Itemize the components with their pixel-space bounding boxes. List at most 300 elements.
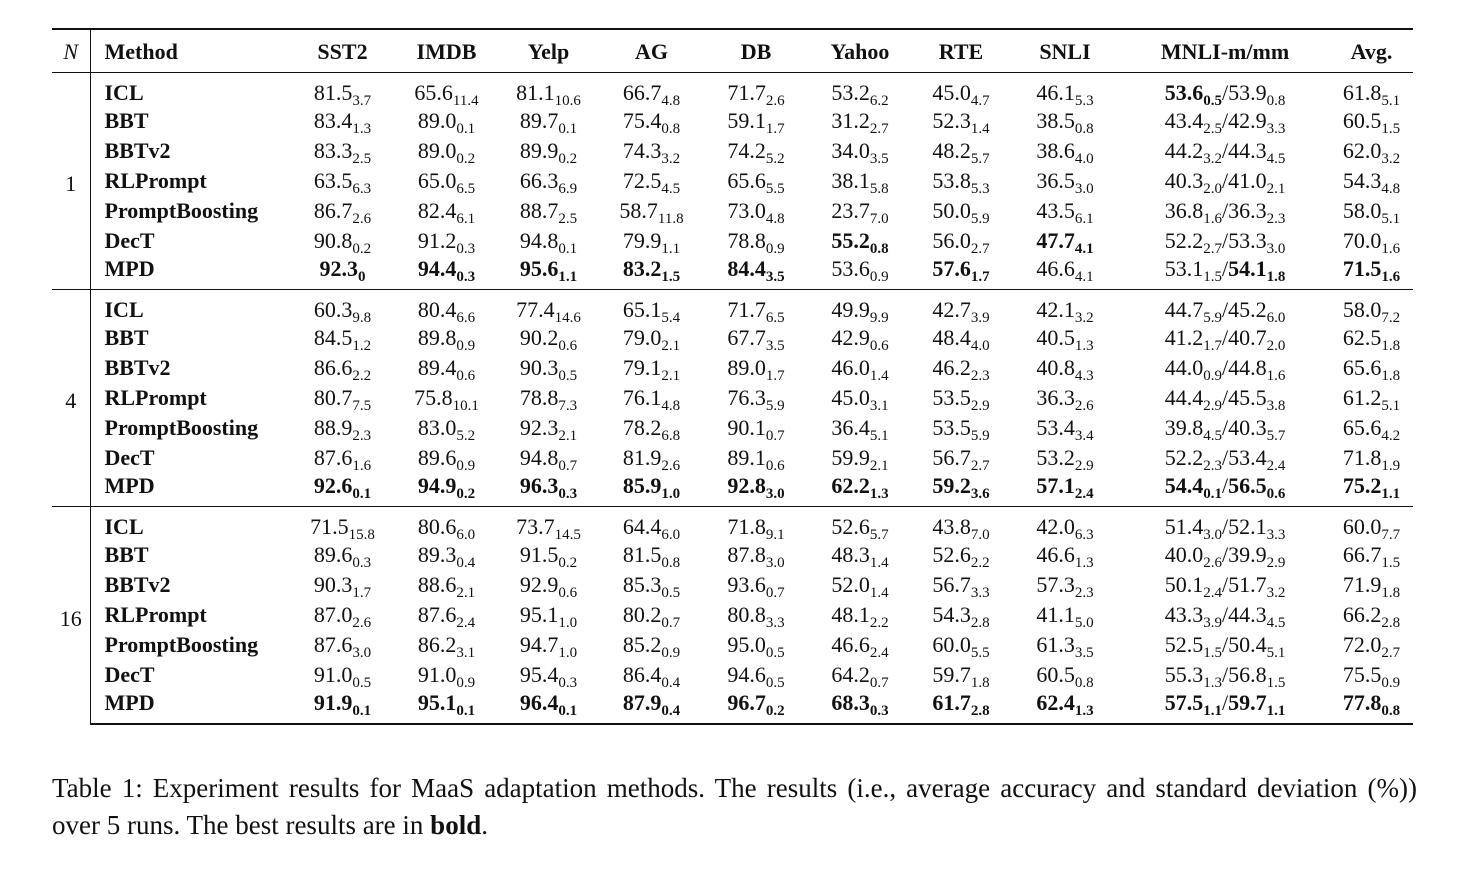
mean-value: 39.8 [1164,414,1204,440]
value-cell [1010,506,1120,543]
value-cell [1330,660,1413,690]
score-with-std [417,107,476,137]
score-with-std-mm [1228,384,1286,414]
std-value: 3.5 [869,150,889,167]
value-cell: $44.7_{5.9}/45.2_{6.0}$ [1120,289,1330,323]
mean-value: 40.3 [1164,167,1204,193]
value-cell [498,383,599,413]
value-cell: $40.3_{2.0}/41.0_{2.1}$ [1164,167,1286,197]
std-value: 1.8 [1381,337,1401,354]
std-value: 14.5 [554,526,581,543]
std-value: 5.9 [970,210,990,227]
score-with-std [519,107,578,137]
value-cell [912,570,1010,600]
score-with-std [622,255,681,285]
value-cell [498,196,599,226]
score-with-std [727,689,785,719]
mean-value: 54.3 [1342,167,1382,193]
std-value: 0.3 [558,485,578,502]
std-value: 7.7 [1381,526,1401,543]
std-value: 0.7 [558,457,578,474]
value-cell [1330,600,1413,630]
std-value: 5.0 [1074,614,1094,631]
score-with-std [1036,631,1094,661]
mean-value: 92.3 [519,414,559,440]
std-value: 0.4 [661,702,681,719]
value-cell [599,506,704,543]
score-with-std [313,414,372,444]
score-with-std [1164,107,1222,137]
value-cell [290,473,395,507]
value-cell [808,323,912,353]
std-value: 6.9 [558,180,578,197]
score-with-std [417,631,476,661]
mean-value: 68.3 [831,689,870,715]
value-cell [1330,136,1413,166]
mean-value: 36.4 [831,414,870,440]
value-cell [395,690,498,724]
std-value: 2.8 [1381,614,1401,631]
std-value: 0.9 [765,240,785,257]
std-value: 3.7 [352,92,372,109]
mean-value: 36.3 [1228,197,1267,223]
method-name-cell: BBTv2 [104,354,171,380]
score-with-std [417,414,476,444]
std-value: 1.5 [1266,674,1286,691]
score-with-std [622,601,681,631]
std-value: 0.3 [456,240,476,257]
value-cell [599,136,704,166]
value-cell [1330,506,1413,543]
score-with-std [519,414,578,444]
value-cell [395,473,498,507]
score-with-std [313,444,372,474]
std-value: 2.1 [1266,180,1286,197]
score-with-std [1342,513,1401,543]
std-value: 2.2 [970,554,990,571]
std-value: 3.1 [869,397,889,414]
mean-value: 89.8 [417,324,457,350]
mean-value: 53.1 [1164,255,1204,281]
method-name-cell: DecT [104,227,155,253]
score-with-std [1164,414,1222,444]
value-cell [912,473,1010,507]
value-cell [498,660,599,690]
value-cell [395,323,498,353]
value-cell [290,323,395,353]
score-with-std [1036,571,1094,601]
value-cell [1330,473,1413,507]
table-row [52,660,1413,690]
value-cell [1010,196,1120,226]
std-value: 7.0 [869,210,889,227]
std-value: 1.1 [661,240,681,257]
score-with-std [519,137,578,167]
mean-value: 46.6 [1036,255,1075,281]
value-cell [1330,383,1413,413]
value-cell [808,660,912,690]
score-with-std [831,255,889,285]
std-value: 9.8 [352,309,372,326]
std-value: 3.5 [765,268,785,285]
table-row [52,600,1413,630]
mean-value: 34.0 [831,137,870,163]
mean-value: 71.7 [727,79,766,105]
mean-value: 71.8 [727,513,766,539]
score-with-std [1036,137,1094,167]
score-with-std [727,444,785,474]
table-row [52,540,1413,570]
value-cell [498,136,599,166]
score-with-std [313,601,372,631]
score-with-std [519,227,578,257]
std-value: 2.1 [661,337,681,354]
value-cell [395,353,498,383]
score-with-std [831,689,889,719]
std-value: 1.6 [1203,210,1222,227]
score-with-std [1164,227,1222,257]
value-cell [290,353,395,383]
std-value: 0.8 [1074,674,1094,691]
std-value: 6.1 [456,210,476,227]
score-with-std [414,384,479,414]
mean-value: 86.6 [313,354,353,380]
score-with-std [1036,79,1094,109]
score-with-std [831,414,889,444]
value-cell [1330,413,1413,443]
value-cell [395,506,498,543]
score-with-std [1164,631,1222,661]
mean-value: 53.9 [1228,79,1267,105]
score-with-std [831,296,889,326]
mean-value: 46.0 [831,354,870,380]
std-value: 10.1 [452,397,479,414]
score-with-std [831,197,889,227]
score-with-std-mm [1228,661,1286,691]
score-with-std [1342,571,1401,601]
value-cell [1330,353,1413,383]
mean-value: 76.1 [622,384,662,410]
score-with-std [622,167,681,197]
score-with-std [417,167,476,197]
mean-value: 64.4 [622,513,662,539]
mean-value: 44.3 [1228,601,1267,627]
score-with-std [1342,107,1401,137]
score-with-std [1036,354,1094,384]
mean-value: 56.7 [932,444,971,470]
value-cell: $41.2_{1.7}/40.7_{2.0}$ [1164,324,1286,354]
std-value: 0.3 [558,674,578,691]
mean-value: 66.7 [1342,541,1382,567]
value-cell [290,506,395,543]
value-cell [912,353,1010,383]
value-cell [498,630,599,660]
table-row [52,353,1413,383]
score-with-std [622,472,681,502]
std-value: 1.4 [869,367,889,384]
value-cell [1010,413,1120,443]
value-cell [599,413,704,443]
mean-value: 57.3 [1036,571,1075,597]
value-cell [704,289,808,326]
value-cell [912,690,1010,724]
mean-value: 94.8 [519,444,559,470]
score-with-std [417,571,476,601]
std-value: 0.6 [456,367,476,384]
std-value: 3.3 [1266,120,1286,137]
mean-value: 89.3 [417,541,457,567]
mean-value: 90.1 [727,414,766,440]
std-value: 2.0 [1266,337,1286,354]
score-with-std [313,384,372,414]
score-with-std [1342,689,1401,719]
mean-value: 81.1 [516,79,555,105]
shot-group-1 [52,72,1413,289]
score-with-std-mm [1228,631,1286,661]
shot-group-16 [52,506,1413,724]
score-with-std [519,354,578,384]
value-cell: $53.6_{0.5}/53.9_{0.8}$ [1164,79,1286,109]
mean-value: 73.7 [516,513,555,539]
std-value: 3.9 [1203,614,1222,631]
std-value: 5.1 [1381,210,1401,227]
score-with-std [417,197,476,227]
std-value: 1.5 [1203,268,1222,285]
value-cell [808,72,912,109]
score-with-std [932,414,990,444]
value-cell [808,473,912,507]
mean-value: 89.0 [417,107,457,133]
mean-value: 59.7 [1228,689,1267,715]
table-row [52,473,1413,507]
method-name-cell: MPD [90,690,290,724]
mean-value: 95.0 [727,631,766,657]
mean-value: 96.7 [727,689,766,715]
std-value: 3.5 [1074,644,1094,661]
score-with-std [313,631,372,661]
std-value: 3.3 [765,614,785,631]
mean-value: 45.0 [831,384,870,410]
score-with-std [831,444,889,474]
mean-value: 91.5 [519,541,559,567]
mean-value: 42.9 [1228,107,1267,133]
value-cell [1330,630,1413,660]
table-row [52,323,1413,353]
mean-value: 45.5 [1228,384,1267,410]
mean-value: 91.0 [313,661,353,687]
score-with-std [622,137,681,167]
value-cell [395,443,498,473]
value-cell [395,136,498,166]
score-with-std-mm [1228,227,1286,257]
value-cell [290,660,395,690]
score-with-std [622,541,681,571]
value-cell [704,600,808,630]
score-with-std [727,472,785,502]
mean-value: 65.6 [1342,354,1382,380]
score-with-std [1036,513,1094,543]
std-value: 9.1 [765,526,785,543]
std-value: 0.9 [661,644,681,661]
score-with-std [1342,255,1401,285]
std-value: 5.3 [970,180,990,197]
std-value: 2.3 [1203,457,1222,474]
score-with-std [831,324,889,354]
mean-value: 90.3 [519,354,559,380]
header-imdb: IMDB [395,29,498,72]
mean-value: 87.6 [417,601,457,627]
score-with-std [932,167,990,197]
mean-value: 89.6 [417,444,457,470]
value-cell [704,690,808,724]
value-cell [1330,106,1413,136]
value-cell [808,383,912,413]
score-with-std [313,661,372,691]
mean-value: 39.9 [1228,541,1267,567]
score-with-std [1164,167,1222,197]
table-row [52,383,1413,413]
value-cell [704,166,808,196]
value-cell [912,289,1010,326]
mean-value: 52.6 [932,541,971,567]
value-cell [912,166,1010,196]
score-with-std [932,79,990,109]
score-with-std [727,601,785,631]
std-value: 1.5 [661,268,681,285]
std-value: 0.8 [661,120,681,137]
std-value: 0.1 [352,485,372,502]
value-cell [395,600,498,630]
mean-value: 89.0 [417,137,457,163]
std-value: 2.9 [1266,554,1286,571]
score-with-std [932,197,990,227]
value-cell: $43.4_{2.5}/42.9_{3.3}$ [1164,107,1286,137]
std-value: 2.7 [1381,644,1401,661]
std-value: 0.9 [1203,367,1222,384]
std-value: 1.5 [1381,120,1401,137]
mean-value: 56.0 [932,227,971,253]
value-cell [395,570,498,600]
mean-value: 52.3 [932,107,971,133]
mean-value: 46.2 [932,354,971,380]
score-with-std [727,324,785,354]
mean-value: 78.8 [727,227,766,253]
value-cell [599,72,704,109]
score-with-std [519,197,578,227]
std-value: 7.3 [558,397,578,414]
value-cell [498,570,599,600]
mean-value: 81.9 [622,444,662,470]
mean-value: 61.3 [1036,631,1075,657]
std-value: 3.8 [1266,397,1286,414]
score-with-std [1342,227,1401,257]
value-cell [704,72,808,109]
value-cell [1010,383,1120,413]
mean-value: 95.1 [417,689,457,715]
mean-value: 40.3 [1228,414,1267,440]
method-name-cell: BBT [104,107,149,133]
mean-value: 42.0 [1036,513,1075,539]
std-value: 4.5 [1266,614,1286,631]
mean-value: 62.4 [1036,689,1075,715]
std-value: 0.6 [558,337,578,354]
mean-value: 75.2 [1342,472,1382,498]
mean-value: 89.1 [727,444,766,470]
table-caption [52,770,1417,844]
score-with-std [831,384,889,414]
score-with-std [1164,661,1222,691]
std-value: 3.2 [1381,150,1401,167]
score-with-std [313,79,372,109]
score-with-std [313,472,372,502]
mean-value: 85.2 [622,631,662,657]
mean-value: 95.6 [519,255,559,281]
score-with-std [1342,631,1401,661]
score-with-std [831,137,889,167]
std-value: 6.0 [1266,309,1286,326]
std-value: 5.2 [456,427,476,444]
std-value: 2.1 [456,584,476,601]
std-value: 2.9 [1074,457,1094,474]
value-cell [395,72,498,109]
value-cell [599,600,704,630]
mean-value: 91.9 [313,689,353,715]
mean-value: 88.9 [313,414,353,440]
value-cell [704,540,808,570]
mean-value: 49.9 [831,296,870,322]
mean-value: 67.7 [727,324,766,350]
score-with-std [622,324,681,354]
value-cell [290,600,395,630]
std-value: 0.5 [1203,92,1222,109]
mean-value: 80.2 [622,601,662,627]
score-with-std [727,137,785,167]
mean-value: 42.1 [1036,296,1075,322]
mean-value: 82.4 [417,197,457,223]
mean-value: 53.2 [831,79,870,105]
std-value: 5.7 [1266,427,1286,444]
std-value: 0.9 [456,674,476,691]
mean-value: 62.5 [1342,324,1382,350]
value-cell: $44.2_{3.2}/44.3_{4.5}$ [1164,137,1286,167]
value-cell [808,630,912,660]
header-db: DB [704,29,808,72]
std-value: 2.3 [970,367,990,384]
mean-value: 95.1 [519,601,559,627]
mean-value: 44.3 [1228,137,1267,163]
score-with-std [932,661,990,691]
score-with-std [622,571,681,601]
score-with-std-mm [1228,444,1286,474]
mean-value: 45.0 [932,79,971,105]
std-value: 0.8 [1266,92,1286,109]
value-cell [912,506,1010,543]
score-with-std [417,227,476,257]
std-value: 2.4 [1266,457,1286,474]
std-value: 2.6 [352,614,372,631]
std-value: 0.2 [558,554,578,571]
mean-value: 41.0 [1228,167,1267,193]
mean-value: 86.2 [417,631,457,657]
value-cell [1010,473,1120,507]
mean-value: 76.3 [727,384,766,410]
std-value: 0.5 [558,367,578,384]
value-cell [704,443,808,473]
std-value: 6.0 [456,526,476,543]
value-cell [704,256,808,290]
std-value: 5.1 [869,427,889,444]
value-cell [599,660,704,690]
